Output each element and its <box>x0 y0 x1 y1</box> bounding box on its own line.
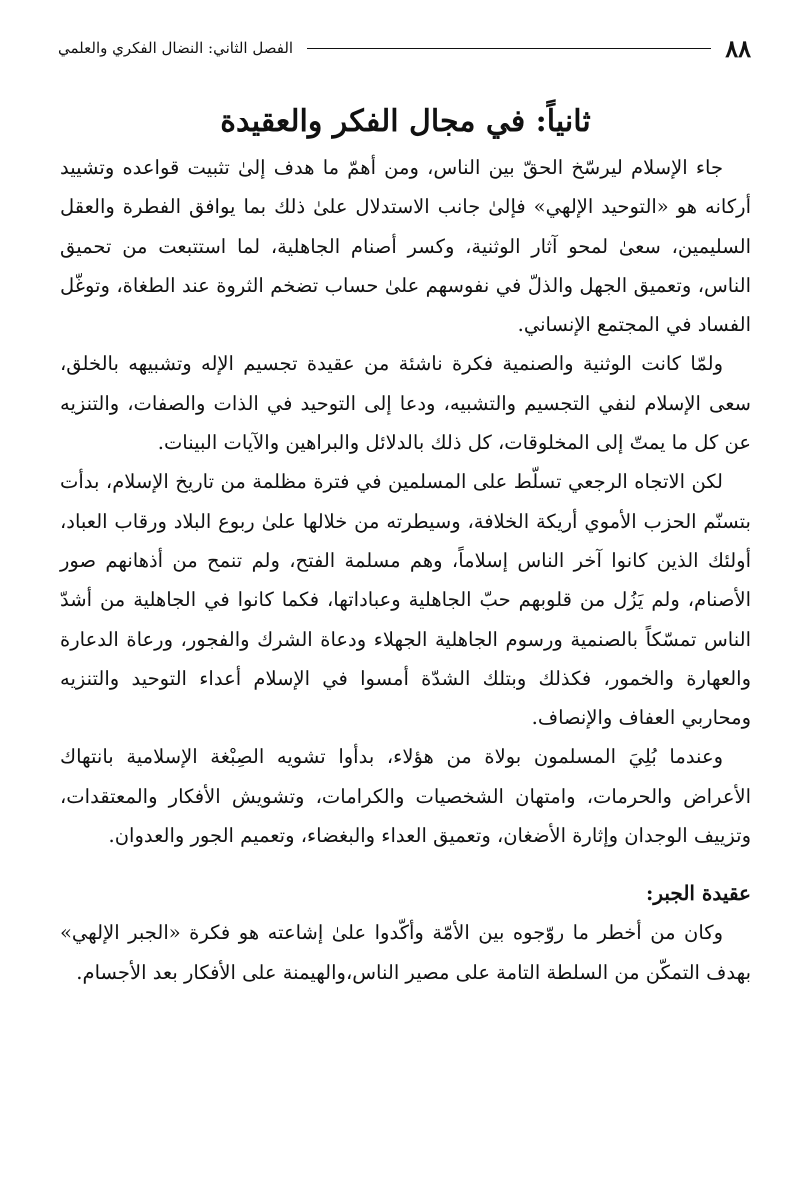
page-number: ٨٨ <box>725 33 751 63</box>
page-header <box>58 28 751 68</box>
paragraph-4: وعندما بُلِيَ المسلمون بولاة من هؤلاء، بدأوا تشويه الصِبْغة الإسلامية بانتهاك الأعراض والحرمات، وامتهان الشخصيات والكرامات، وتشويش الأفكار والمعتقدات، وتزييف الوجدان وإثارة الأضغان، وتعميق العداء والبغضاء، وتعميم الجور والعدوان. <box>60 745 751 848</box>
subsection-heading: عقيدة الجبر: <box>645 881 751 906</box>
header-rule <box>307 48 711 49</box>
subsection-paragraph: وكان من أخطر ما روّجوه بين الأمّة وأكّدوا علىٰ إشاعته هو فكرة «الجبر الإلهي» بهدف التمكّن من السلطة التامة على مصير الناس،والهيمنة على الأفكار بعد الأجسام. <box>60 921 751 984</box>
paragraph-3: لكن الاتجاه الرجعي تسلّط على المسلمين في فترة مظلمة من تاريخ الإسلام، بدأت بتسنّم الحزب الأموي أريكة الخلافة، وسيطرته من خلالها علىٰ ربوع البلاد ورقاب العباد، أولئك الذين كانوا آخر الناس إسلاماً، وهم مسلمة الفتح، ولم تنمح من أذهانهم صور الأصنام، ولم يَزُل من قلوبهم حبّ الجاهلية وعباداتها، فكما كانوا في الجاهلية من أشدّ الناس تمسّكاً بالصنمية ورسوم الجاهلية الجهلاء ودعاة الشرك والفجور، ورعاة الدعارة والعهارة والخمور، فكذلك وبتلك الشدّة أمسوا في الإسلام أعداء التوحيد والتنزيه ومحاربي العفاف والإنصاف. <box>60 470 751 730</box>
paragraph-1: جاء الإسلام ليرسّخ الحقّ بين الناس، ومن أهمّ ما هدف إلىٰ تثبيت قواعده وتشييد أركانه هو «التوحيد الإلهي» فإلىٰ جانب الاستدلال علىٰ ذلك بما يوافق الفطرة والعقل السليمين، سعىٰ لمحو آثار الوثنية، وكسر أصنام الجاهلية، لما استتبعت من تحميق الناس، وتعميق الجهل والذلّ في نفوسهم علىٰ حساب تضخم الثروة عند الطغاة، وتوغّل الفساد في المجتمع الإنساني. <box>60 156 751 337</box>
body-text <box>60 148 751 992</box>
section-title: ثانياً: في مجال الفكر والعقيدة <box>220 104 591 139</box>
paragraph-2: ولمّا كانت الوثنية والصنمية فكرة ناشئة من عقيدة تجسيم الإله وتشبيهه بالخلق، سعى الإسلام لنفي التجسيم والتشبيه، ودعا إلى التوحيد في الذات والصفات، والتنزيه عن كل ما يمتّ إلى المخلوقات، كل ذلك بالدلائل والبراهين والآيات البينات. <box>60 352 751 455</box>
running-title: الفصل الثاني: النضال الفكري والعلمي <box>58 39 294 57</box>
